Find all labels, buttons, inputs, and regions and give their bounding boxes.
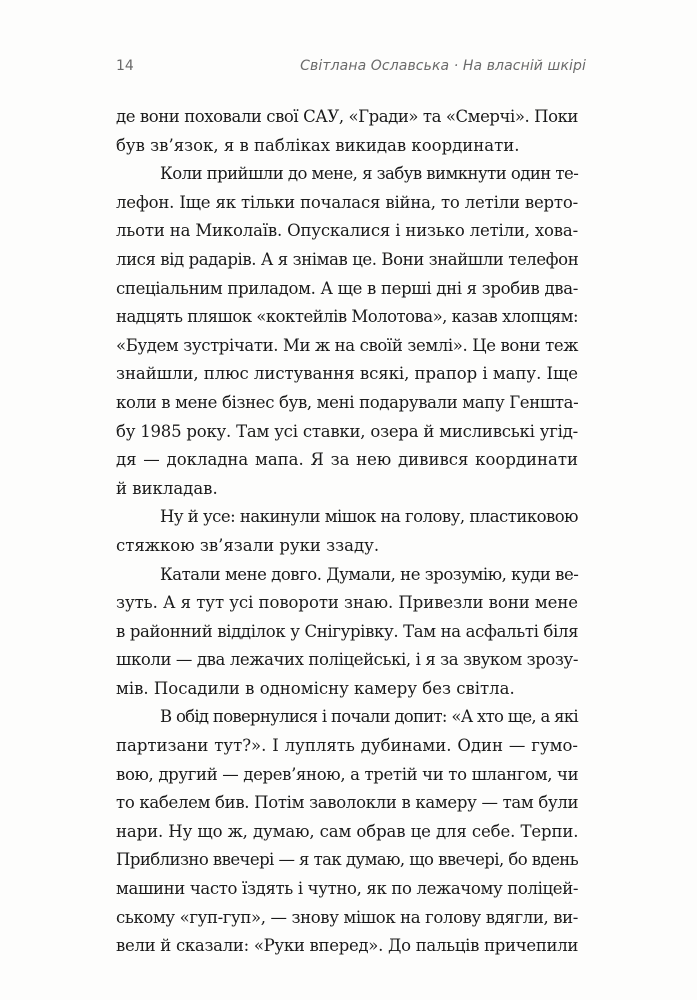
text-line: машини часто їздять і чутно, як по лежачому поліцей- xyxy=(116,879,579,899)
text-line: вели й сказали: «Руки вперед». До пальців причепили xyxy=(116,936,579,956)
text-line: нари. Ну що ж, думаю, сам обрав це для себе. Терпи. xyxy=(116,821,579,841)
text-line: вою, другий — дерев’яною, а третій чи то шлангом, чи xyxy=(116,764,579,784)
text-line: де вони поховали свої САУ, «Гради» та «Смерчі». Поки xyxy=(116,107,578,126)
text-line: В обід повернулися і почали допит: «А хто ще, а які xyxy=(160,707,578,727)
text-line: й викладав. xyxy=(116,478,218,498)
text-line: Катали мене довго. Думали, не зрозумію, куди ве- xyxy=(160,564,579,584)
text-line: Коли прийшли до мене, я забув вимкнути один те- xyxy=(160,164,579,184)
text-line: дя — докладна мапа. Я за нею дивився координати xyxy=(116,450,578,470)
text-line: знайшли, плюс листування всякі, прапор і мапу. Іще xyxy=(116,364,578,384)
text-line: ському «гуп-гуп», — знову мішок на голову вдягли, ви- xyxy=(116,907,578,927)
text-line: бу 1985 року. Там усі ставки, озера й мисливські угід- xyxy=(116,421,578,441)
text-line: спеціальним приладом. А ще в перші дні я зробив два- xyxy=(116,278,578,298)
page-number: 14 xyxy=(116,58,134,74)
text-line: стяжкою зв’язали руки ззаду. xyxy=(116,535,380,555)
text-line: коли в мене бізнес був, мені подарували мапу Геншта- xyxy=(116,392,579,412)
page-header xyxy=(116,58,586,82)
text-line: надцять пляшок «коктейлів Молотова», казав хлопцям: xyxy=(116,307,578,327)
text-line: «Будем зустрічати. Ми ж на своїй землі». Це вони теж xyxy=(116,335,578,355)
text-line: мів. Посадили в одномісну камеру без світла. xyxy=(116,678,515,698)
text-line: був зв’язок, я в пабліках викидав координати. xyxy=(116,135,520,155)
text-line: в районний відділок у Снігурівку. Там на асфальті біля xyxy=(116,621,579,641)
text-line: Ну й усе: накинули мішок на голову, пластиковою xyxy=(160,507,578,527)
running-head: Світлана Ославська · На власній шкірі xyxy=(300,58,586,74)
text-line: лися від радарів. А я знімав це. Вони знайшли телефон xyxy=(116,249,579,269)
text-line: зуть. А я тут усі повороти знаю. Привезли вони мене xyxy=(116,593,578,613)
body-text xyxy=(116,103,578,961)
text-line: Приблизно ввечері — я так думаю, що ввечері, бо вдень xyxy=(116,850,579,870)
text-line: то кабелем бив. Потім заволокли в камеру — там були xyxy=(116,793,579,813)
text-line: партизани тут?». І луплять дубинами. Один — гумо- xyxy=(116,736,578,756)
text-line: лефон. Іще як тільки почалася війна, то летіли верто- xyxy=(116,192,578,212)
text-line: школи — два лежачих поліцейські, і я за звуком зрозу- xyxy=(116,650,579,670)
text-line: льоти на Миколаїв. Опускалися і низько летіли, хова- xyxy=(116,221,578,241)
